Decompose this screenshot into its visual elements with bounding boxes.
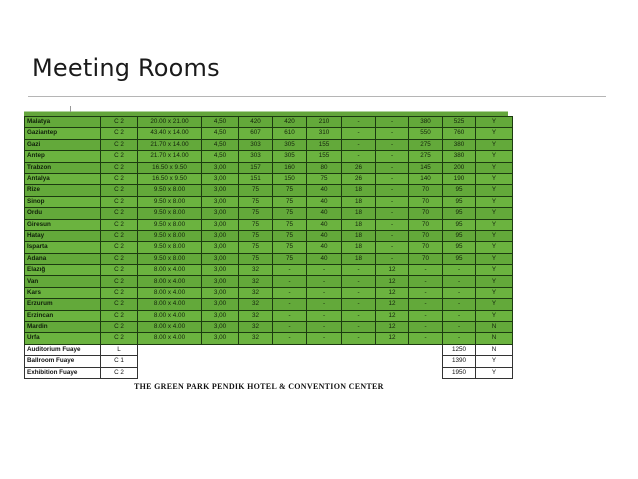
table-row xyxy=(25,196,513,207)
room-name-cell: Antalya xyxy=(25,173,101,184)
table-cell: 32 xyxy=(239,310,273,321)
table-cell: - xyxy=(273,265,307,276)
table-cell: C 2 xyxy=(101,173,138,184)
table-cell: Y xyxy=(476,208,513,219)
table-cell: - xyxy=(342,322,376,333)
table-cell: 75 xyxy=(239,253,273,264)
table-cell: Y xyxy=(476,196,513,207)
table-cell: 150 xyxy=(273,173,307,184)
table-cell: 9.50 x 8.00 xyxy=(138,185,202,196)
table-cell: Y xyxy=(476,276,513,287)
table-cell: 16.50 x 9.50 xyxy=(138,173,202,184)
table-cell: 3,00 xyxy=(202,322,239,333)
table-cell: 3,00 xyxy=(202,162,239,173)
table-cell: 75 xyxy=(273,208,307,219)
table-cell: 151 xyxy=(239,173,273,184)
table-cell: 305 xyxy=(273,139,307,150)
table-cell: 8.00 x 4.00 xyxy=(138,299,202,310)
room-name-cell: Van xyxy=(25,276,101,287)
table-cell: 525 xyxy=(443,117,476,128)
table-cell: 3,00 xyxy=(202,185,239,196)
table-cell: 3,00 xyxy=(202,173,239,184)
table-cell: 18 xyxy=(342,208,376,219)
table-cell: 4,50 xyxy=(202,128,239,139)
room-name-cell: Erzurum xyxy=(25,299,101,310)
room-name-cell: Sinop xyxy=(25,196,101,207)
room-name-cell: Trabzon xyxy=(25,162,101,173)
table-cell: C 2 xyxy=(101,117,138,128)
table-cell: - xyxy=(273,310,307,321)
table-cell: 95 xyxy=(443,230,476,241)
table-cell: 3,00 xyxy=(202,253,239,264)
table-cell: 4,50 xyxy=(202,117,239,128)
table-cell: 75 xyxy=(239,208,273,219)
table-cell: 75 xyxy=(307,173,342,184)
table-cell: - xyxy=(376,151,409,162)
room-name-cell: Giresun xyxy=(25,219,101,230)
table-cell: 760 xyxy=(443,128,476,139)
table-cell: 275 xyxy=(409,139,443,150)
table-cell: 3,00 xyxy=(202,242,239,253)
table-cell: - xyxy=(342,299,376,310)
table-cell: L xyxy=(101,344,138,355)
table-row xyxy=(25,265,513,276)
table-cell: Y xyxy=(476,265,513,276)
table-cell: 3,00 xyxy=(202,310,239,321)
table-cell: 70 xyxy=(409,230,443,241)
table-cell: 3,00 xyxy=(202,196,239,207)
table-cell: 9.50 x 8.00 xyxy=(138,230,202,241)
table-cell: C 2 xyxy=(101,139,138,150)
table-cell: - xyxy=(342,117,376,128)
table-row xyxy=(25,299,513,310)
table-cell: 8.00 x 4.00 xyxy=(138,287,202,298)
table-cell: - xyxy=(443,287,476,298)
table-cell: 40 xyxy=(307,185,342,196)
table-cell: 32 xyxy=(239,287,273,298)
table-cell: 75 xyxy=(239,196,273,207)
table-cell: - xyxy=(443,276,476,287)
table-cell: C 2 xyxy=(101,367,138,378)
table-cell: - xyxy=(409,322,443,333)
table-cell: - xyxy=(376,196,409,207)
table-cell: - xyxy=(307,310,342,321)
table-cell: 157 xyxy=(239,162,273,173)
room-name-cell: Elazığ xyxy=(25,265,101,276)
table-cell: 26 xyxy=(342,162,376,173)
table-cell: Y xyxy=(476,128,513,139)
table-cell: 20.00 x 21.00 xyxy=(138,117,202,128)
table-cell: 160 xyxy=(273,162,307,173)
table-cell: Y xyxy=(476,219,513,230)
table-cell: Y xyxy=(476,185,513,196)
table-cell: 75 xyxy=(273,185,307,196)
table-cell: 200 xyxy=(443,162,476,173)
table-cell: - xyxy=(342,265,376,276)
table-row xyxy=(25,344,513,355)
table-row xyxy=(25,173,513,184)
table-cell: Y xyxy=(476,173,513,184)
table-cell: - xyxy=(376,139,409,150)
table-cell: 610 xyxy=(273,128,307,139)
table-cell: 210 xyxy=(307,117,342,128)
table-cell: 3,00 xyxy=(202,276,239,287)
table-cell: 70 xyxy=(409,219,443,230)
table-cell: 8.00 x 4.00 xyxy=(138,276,202,287)
table-cell: 95 xyxy=(443,253,476,264)
table-cell: 32 xyxy=(239,333,273,344)
table-cell: 40 xyxy=(307,253,342,264)
page-title: Meeting Rooms xyxy=(32,54,220,82)
table-cell: 3,00 xyxy=(202,219,239,230)
table-cell: 550 xyxy=(409,128,443,139)
table-cell: N xyxy=(476,344,513,355)
table-cell: 70 xyxy=(409,242,443,253)
table-row xyxy=(25,333,513,344)
meeting-rooms-table xyxy=(24,116,513,379)
table-cell: Y xyxy=(476,242,513,253)
table-cell: 3,00 xyxy=(202,265,239,276)
table-cell: C 2 xyxy=(101,310,138,321)
table-cell: 12 xyxy=(376,276,409,287)
table-cell: - xyxy=(273,287,307,298)
table-cell: Y xyxy=(476,230,513,241)
table-cell: - xyxy=(443,322,476,333)
room-name-cell: Gazi xyxy=(25,139,101,150)
table-cell: - xyxy=(307,265,342,276)
table-cell: - xyxy=(409,333,443,344)
table-cell: 140 xyxy=(409,173,443,184)
table-cell: C 2 xyxy=(101,287,138,298)
room-name-cell: Adana xyxy=(25,253,101,264)
table-cell: 380 xyxy=(409,117,443,128)
table-cell: Y xyxy=(476,356,513,367)
meeting-rooms-table-container xyxy=(24,106,513,379)
table-cell: - xyxy=(409,299,443,310)
table-row xyxy=(25,208,513,219)
room-name-cell: Urfa xyxy=(25,333,101,344)
table-cell: 12 xyxy=(376,287,409,298)
table-cell: C 2 xyxy=(101,242,138,253)
table-cell: 21.70 x 14.00 xyxy=(138,139,202,150)
table-cell: C 2 xyxy=(101,253,138,264)
table-cell: 18 xyxy=(342,242,376,253)
table-cell: 145 xyxy=(409,162,443,173)
table-cell: - xyxy=(376,128,409,139)
table-cell: 1950 xyxy=(443,367,476,378)
table-cell: - xyxy=(342,128,376,139)
table-cell: C 2 xyxy=(101,208,138,219)
table-cell: - xyxy=(273,299,307,310)
table-cell: 12 xyxy=(376,333,409,344)
table-cell: 155 xyxy=(307,139,342,150)
table-cell: 75 xyxy=(273,253,307,264)
table-cell: N xyxy=(476,322,513,333)
table-cell: Y xyxy=(476,117,513,128)
table-cell: 9.50 x 8.00 xyxy=(138,208,202,219)
table-cell: 9.50 x 8.00 xyxy=(138,219,202,230)
table-cell: 380 xyxy=(443,151,476,162)
table-cell: - xyxy=(376,117,409,128)
table-row xyxy=(25,117,513,128)
table-cell: 40 xyxy=(307,242,342,253)
table-cell: C 2 xyxy=(101,151,138,162)
table-cell: C 2 xyxy=(101,299,138,310)
table-cell: C 2 xyxy=(101,322,138,333)
room-name-cell: Hatay xyxy=(25,230,101,241)
table-cell: - xyxy=(443,310,476,321)
table-cell: 32 xyxy=(239,322,273,333)
table-row xyxy=(25,356,513,367)
table-row xyxy=(25,287,513,298)
table-row xyxy=(25,242,513,253)
table-cell: 12 xyxy=(376,310,409,321)
table-row xyxy=(25,151,513,162)
table-row xyxy=(25,139,513,150)
table-cell: 4,50 xyxy=(202,139,239,150)
hotel-footer: THE GREEN PARK PENDIK HOTEL & CONVENTION CENTER xyxy=(134,382,384,391)
table-cell: 420 xyxy=(239,117,273,128)
table-cell: 16.50 x 9.50 xyxy=(138,162,202,173)
table-row xyxy=(25,230,513,241)
table-cell: - xyxy=(409,310,443,321)
table-row xyxy=(25,310,513,321)
room-name-cell: Antep xyxy=(25,151,101,162)
table-cell: 3,00 xyxy=(202,287,239,298)
table-cell: - xyxy=(273,276,307,287)
table-cell: C 2 xyxy=(101,219,138,230)
table-cell: 303 xyxy=(239,139,273,150)
empty-cell xyxy=(138,344,443,355)
table-cell: 8.00 x 4.00 xyxy=(138,322,202,333)
table-row xyxy=(25,219,513,230)
table-cell: 26 xyxy=(342,173,376,184)
table-cell: - xyxy=(273,322,307,333)
table-cell: Y xyxy=(476,287,513,298)
table-cell: - xyxy=(443,265,476,276)
table-cell: - xyxy=(409,276,443,287)
table-cell: 75 xyxy=(239,242,273,253)
table-cell: Y xyxy=(476,310,513,321)
table-cell: - xyxy=(307,333,342,344)
table-cell: 95 xyxy=(443,219,476,230)
table-cell: 18 xyxy=(342,196,376,207)
table-cell: 9.50 x 8.00 xyxy=(138,253,202,264)
table-cell: - xyxy=(342,151,376,162)
table-cell: 95 xyxy=(443,196,476,207)
table-cell: 75 xyxy=(273,219,307,230)
room-name-cell: Erzincan xyxy=(25,310,101,321)
table-cell: 40 xyxy=(307,208,342,219)
table-row xyxy=(25,367,513,378)
table-cell: N xyxy=(476,333,513,344)
table-cell: - xyxy=(376,208,409,219)
table-cell: 275 xyxy=(409,151,443,162)
table-cell: - xyxy=(273,333,307,344)
room-name-cell: Mardin xyxy=(25,322,101,333)
table-cell: 70 xyxy=(409,208,443,219)
table-cell: 95 xyxy=(443,242,476,253)
table-cell: - xyxy=(376,219,409,230)
table-cell: 305 xyxy=(273,151,307,162)
table-cell: 18 xyxy=(342,230,376,241)
table-cell: - xyxy=(443,333,476,344)
table-cell: 70 xyxy=(409,253,443,264)
table-cell: - xyxy=(342,333,376,344)
room-name-cell: Kars xyxy=(25,287,101,298)
table-cell: - xyxy=(376,185,409,196)
empty-cell xyxy=(138,367,443,378)
table-cell: 3,00 xyxy=(202,299,239,310)
table-cell: 9.50 x 8.00 xyxy=(138,242,202,253)
table-cell: - xyxy=(376,230,409,241)
table-cell: 3,00 xyxy=(202,333,239,344)
table-cell: - xyxy=(342,310,376,321)
table-cell: - xyxy=(409,265,443,276)
table-cell: 12 xyxy=(376,299,409,310)
table-cell: 70 xyxy=(409,196,443,207)
table-cell: - xyxy=(409,287,443,298)
room-name-cell: Gaziantep xyxy=(25,128,101,139)
table-cell: 21.70 x 14.00 xyxy=(138,151,202,162)
table-cell: 32 xyxy=(239,265,273,276)
table-cell: 95 xyxy=(443,208,476,219)
table-row xyxy=(25,276,513,287)
foyer-name-cell: Auditorium Fuaye xyxy=(25,344,101,355)
table-cell: - xyxy=(376,242,409,253)
table-cell: 18 xyxy=(342,253,376,264)
table-cell: 8.00 x 4.00 xyxy=(138,265,202,276)
table-cell: 155 xyxy=(307,151,342,162)
table-cell: 75 xyxy=(273,242,307,253)
table-row xyxy=(25,322,513,333)
table-cell: C 2 xyxy=(101,333,138,344)
table-row xyxy=(25,128,513,139)
table-cell: 75 xyxy=(273,230,307,241)
table-cell: 3,00 xyxy=(202,208,239,219)
table-cell: 75 xyxy=(239,185,273,196)
table-cell: - xyxy=(443,299,476,310)
table-cell: Y xyxy=(476,139,513,150)
table-cell: - xyxy=(342,276,376,287)
table-cell: C 2 xyxy=(101,265,138,276)
table-cell: 12 xyxy=(376,322,409,333)
table-cell: 18 xyxy=(342,219,376,230)
table-cell: 40 xyxy=(307,230,342,241)
table-cell: 607 xyxy=(239,128,273,139)
room-name-cell: Ordu xyxy=(25,208,101,219)
table-row xyxy=(25,253,513,264)
table-cell: - xyxy=(307,287,342,298)
table-cell: 1250 xyxy=(443,344,476,355)
table-cell: Y xyxy=(476,253,513,264)
table-cell: 75 xyxy=(239,219,273,230)
table-cell: Y xyxy=(476,151,513,162)
table-cell: - xyxy=(307,299,342,310)
table-cell: - xyxy=(307,276,342,287)
table-cell: 40 xyxy=(307,196,342,207)
table-cell: 8.00 x 4.00 xyxy=(138,333,202,344)
table-cell: 8.00 x 4.00 xyxy=(138,310,202,321)
room-name-cell: Malatya xyxy=(25,117,101,128)
table-cell: Y xyxy=(476,367,513,378)
table-cell: 43.40 x 14.00 xyxy=(138,128,202,139)
table-cell: 40 xyxy=(307,219,342,230)
table-cell: 3,00 xyxy=(202,230,239,241)
table-cell: C 2 xyxy=(101,196,138,207)
foyer-name-cell: Exhibition Fuaye xyxy=(25,367,101,378)
table-cell: 4,50 xyxy=(202,151,239,162)
table-cell: Y xyxy=(476,299,513,310)
table-cell: 80 xyxy=(307,162,342,173)
table-cell: 310 xyxy=(307,128,342,139)
table-cell: 18 xyxy=(342,185,376,196)
table-cell: C 2 xyxy=(101,185,138,196)
table-cell: 303 xyxy=(239,151,273,162)
table-cell: 9.50 x 8.00 xyxy=(138,196,202,207)
table-top-edge xyxy=(24,106,508,116)
table-cell: C 1 xyxy=(101,356,138,367)
table-cell: 75 xyxy=(273,196,307,207)
table-cell: 32 xyxy=(239,299,273,310)
table-cell: - xyxy=(376,253,409,264)
room-name-cell: Rize xyxy=(25,185,101,196)
table-cell: C 2 xyxy=(101,162,138,173)
table-cell: 380 xyxy=(443,139,476,150)
table-cell: C 2 xyxy=(101,128,138,139)
table-row xyxy=(25,162,513,173)
table-cell: 190 xyxy=(443,173,476,184)
table-cell: C 2 xyxy=(101,230,138,241)
table-cell: 1390 xyxy=(443,356,476,367)
room-name-cell: Isparta xyxy=(25,242,101,253)
table-cell: - xyxy=(342,139,376,150)
table-cell: 95 xyxy=(443,185,476,196)
table-cell: 75 xyxy=(239,230,273,241)
table-cell: 70 xyxy=(409,185,443,196)
table-cell: 32 xyxy=(239,276,273,287)
foyer-name-cell: Ballroom Fuaye xyxy=(25,356,101,367)
title-divider xyxy=(28,96,606,97)
table-cell: Y xyxy=(476,162,513,173)
table-cell: C 2 xyxy=(101,276,138,287)
table-cell: 12 xyxy=(376,265,409,276)
table-cell: - xyxy=(376,162,409,173)
empty-cell xyxy=(138,356,443,367)
table-cell: - xyxy=(307,322,342,333)
table-row xyxy=(25,185,513,196)
table-cell: 420 xyxy=(273,117,307,128)
table-cell: - xyxy=(342,287,376,298)
table-cell: - xyxy=(376,173,409,184)
